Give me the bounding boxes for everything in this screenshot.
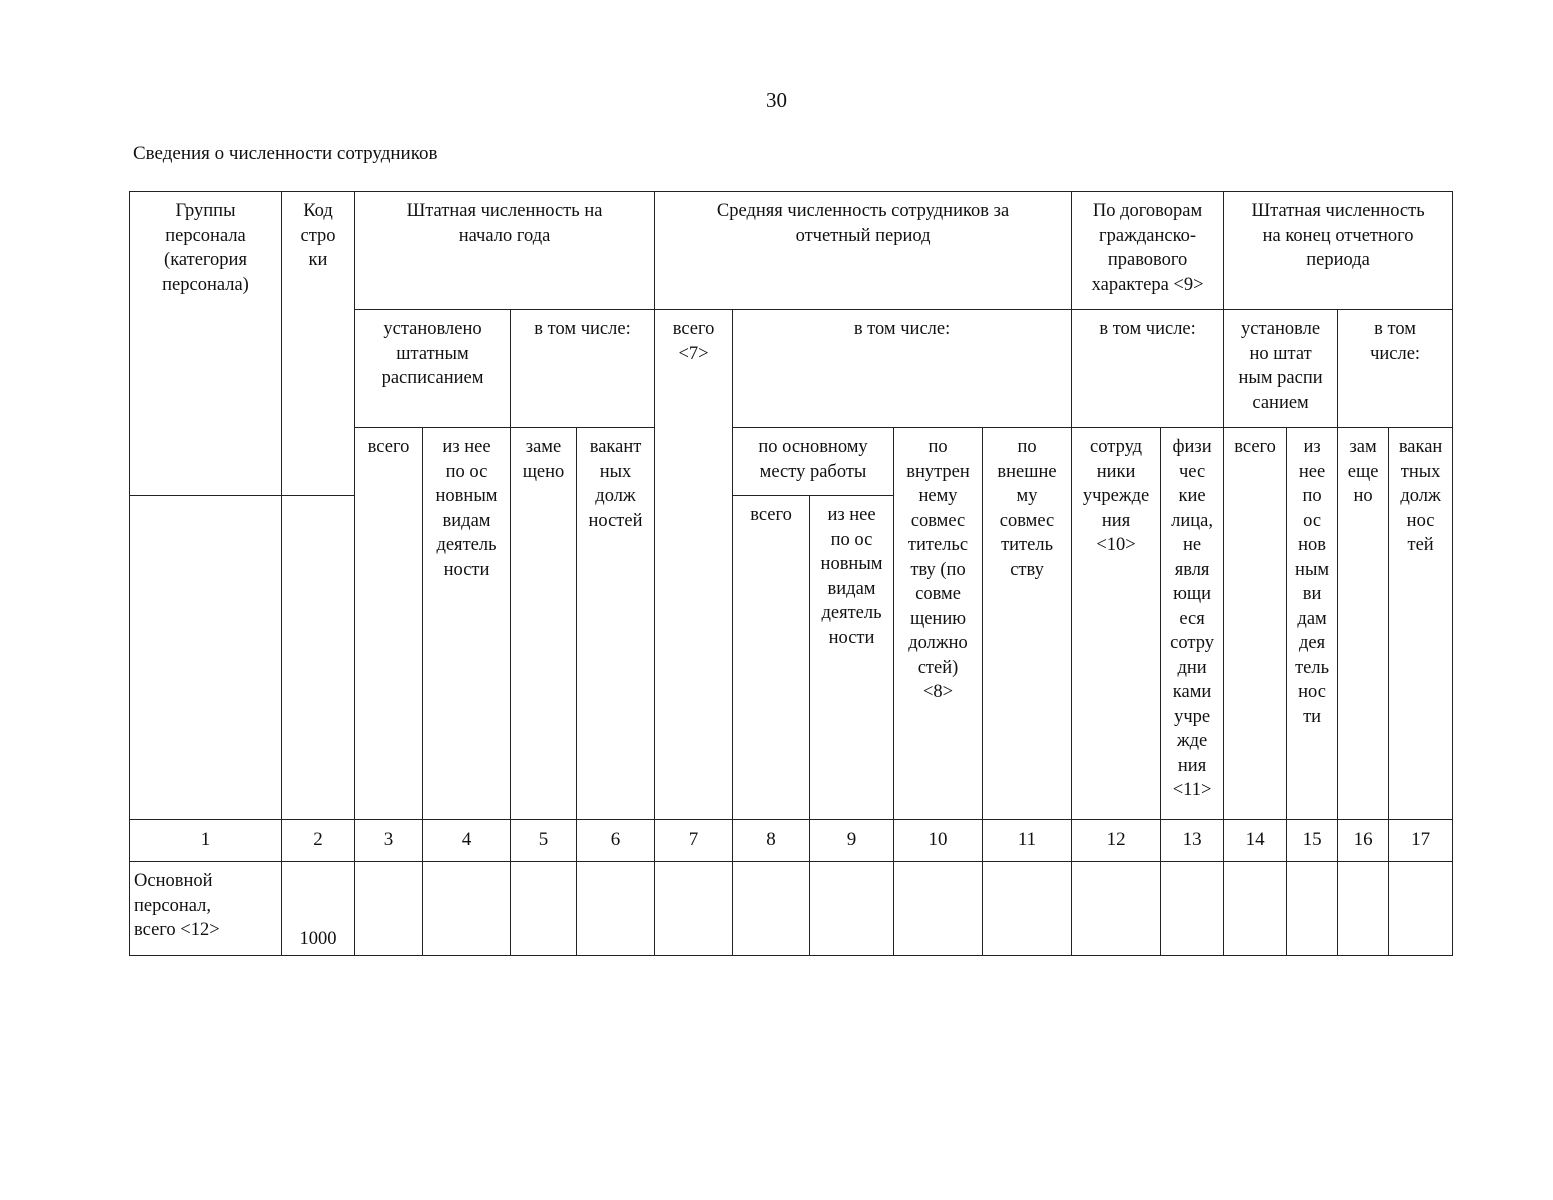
header-col-12: сотруд ники учрежде ния <10> xyxy=(1072,428,1161,820)
header-col-8: всего xyxy=(733,496,810,820)
row-code: 1000 xyxy=(282,862,355,956)
header-col-15: из нее по ос нов ным ви дам дея тель нос ти xyxy=(1287,428,1338,820)
column-number: 7 xyxy=(655,820,733,862)
table-cell[interactable] xyxy=(983,862,1072,956)
column-number: 4 xyxy=(423,820,511,862)
table-cell[interactable] xyxy=(1287,862,1338,956)
header-col-4: из нее по ос новным видам деятель ности xyxy=(423,428,511,820)
table-cell[interactable] xyxy=(894,862,983,956)
column-number-row xyxy=(130,820,1453,862)
column-number: 2 xyxy=(282,820,355,862)
header-col-6: вакант ных долж ностей xyxy=(577,428,655,820)
header-staff-end: Штатная численность на конец отчетного периода xyxy=(1224,192,1453,310)
column-number: 16 xyxy=(1338,820,1389,862)
row-group-label: Основной персонал, всего <12> xyxy=(130,862,282,956)
header-total-7: всего <7> xyxy=(655,310,733,820)
header-col-2 xyxy=(282,496,355,820)
header-staff-start: Штатная численность на начало года xyxy=(355,192,655,310)
header-col-10: по внутрен нему совмес тительс тву (по совме щению должно стей) <8> xyxy=(894,428,983,820)
header-average: Средняя численность сотрудников за отчетный период xyxy=(655,192,1072,310)
document-title: Сведения о численности сотрудников xyxy=(133,143,438,164)
table-cell[interactable] xyxy=(1389,862,1453,956)
column-number: 15 xyxy=(1287,820,1338,862)
column-number: 11 xyxy=(983,820,1072,862)
header-col-3: всего xyxy=(355,428,423,820)
header-incl-b: в том числе: xyxy=(733,310,1072,428)
table-row xyxy=(130,862,1453,956)
table-cell[interactable] xyxy=(733,862,810,956)
header-col-13: физи чес кие лица, не явля ющи еся сотру дни ками учре жде ния <11> xyxy=(1161,428,1224,820)
header-col-14: всего xyxy=(1224,428,1287,820)
table-cell[interactable] xyxy=(511,862,577,956)
header-col-11: по внешне му совмес титель ству xyxy=(983,428,1072,820)
header-col-9: из нее по ос новным видам деятель ности xyxy=(810,496,894,820)
header-col-16: зам еще но xyxy=(1338,428,1389,820)
staff-count-table xyxy=(129,191,1453,956)
table-cell[interactable] xyxy=(355,862,423,956)
column-number: 17 xyxy=(1389,820,1453,862)
header-incl-d: в том числе: xyxy=(1338,310,1453,428)
table-cell[interactable] xyxy=(1161,862,1224,956)
header-incl-c: в том числе: xyxy=(1072,310,1224,428)
column-number: 13 xyxy=(1161,820,1224,862)
header-main-place: по основному месту работы xyxy=(733,428,894,496)
header-incl-a: в том числе: xyxy=(511,310,655,428)
table-cell[interactable] xyxy=(1072,862,1161,956)
header-col-1 xyxy=(130,496,282,820)
column-number: 5 xyxy=(511,820,577,862)
column-number: 14 xyxy=(1224,820,1287,862)
column-number: 12 xyxy=(1072,820,1161,862)
column-number: 6 xyxy=(577,820,655,862)
table-cell[interactable] xyxy=(577,862,655,956)
header-col-17: вакан тных долж нос тей xyxy=(1389,428,1453,820)
header-code: Код стро ки xyxy=(282,192,355,496)
column-number: 3 xyxy=(355,820,423,862)
table-cell[interactable] xyxy=(423,862,511,956)
header-gph: По договорам гражданско- правового характера <9> xyxy=(1072,192,1224,310)
header-established-end: установле но штат ным распи санием xyxy=(1224,310,1338,428)
table-cell[interactable] xyxy=(1224,862,1287,956)
column-number: 8 xyxy=(733,820,810,862)
column-number: 10 xyxy=(894,820,983,862)
column-number: 9 xyxy=(810,820,894,862)
page-number: 30 xyxy=(766,88,787,112)
table-cell[interactable] xyxy=(810,862,894,956)
header-groups: Группы персонала (категория персонала) xyxy=(130,192,282,496)
table-cell[interactable] xyxy=(655,862,733,956)
header-established: установлено штатным расписанием xyxy=(355,310,511,428)
header-col-5: заме щено xyxy=(511,428,577,820)
table-cell[interactable] xyxy=(1338,862,1389,956)
column-number: 1 xyxy=(130,820,282,862)
